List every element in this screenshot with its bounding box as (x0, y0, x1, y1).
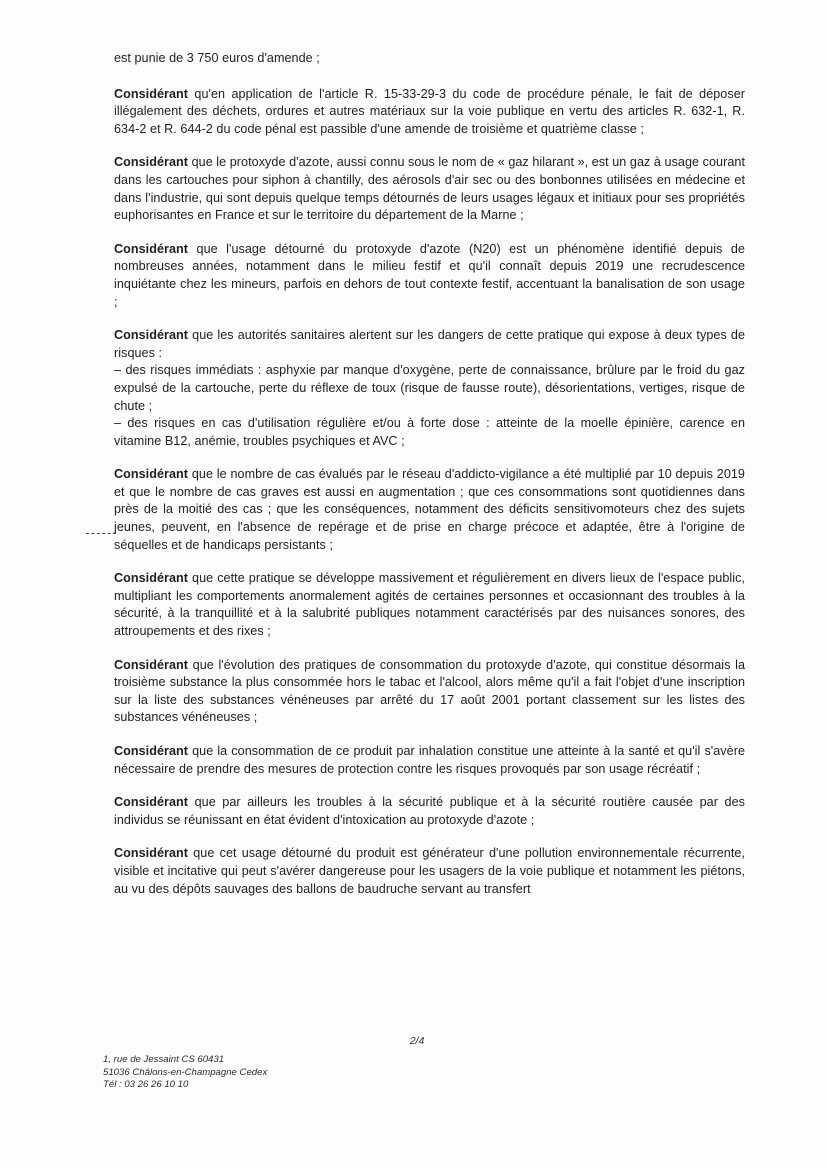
paragraph-9 (114, 794, 745, 829)
risk-list-item: – des risques en cas d'utilisation régulière et/ou à forte dose : atteinte de la moelle épinière, carence en vitamine B12, anémie, troubles psychiques et AVC ; (114, 416, 745, 448)
intro-line: est punie de 3 750 euros d'amende ; (114, 51, 320, 65)
footer-address (103, 1054, 267, 1092)
paragraph-keyword: Considérant (114, 328, 189, 343)
paragraph-keyword: Considérant (114, 155, 189, 170)
paragraph-6 (114, 570, 745, 640)
paragraph-3 (114, 241, 745, 311)
footer-street: 1, rue de Jessaint CS 60431 (103, 1054, 225, 1065)
footer-phone: Tél : 03 26 26 10 10 (103, 1079, 189, 1091)
paragraph-1 (114, 86, 745, 139)
paragraph-7 (114, 657, 745, 727)
paragraph-text: que cet usage détourné du produit est générateur d'une pollution environnementale récurrente, visible et incitative qui peut s'avérer dangereuse pour les usagers de la voie publique et notamment les piétons, au vu des dépôts sauvages des ballons de baudruche servant au transfert (114, 846, 745, 896)
paragraph-text: que la consommation de ce produit par inhalation constitue une atteinte à la santé et qu'il s'avère nécessaire de prendre des mesures de protection contre les risques provoqués par son usage récréatif ; (114, 744, 745, 776)
document-body (114, 50, 745, 914)
paragraph-5 (114, 466, 745, 554)
paragraph-10 (114, 845, 745, 898)
risk-list-item: – des risques immédiats : asphyxie par manque d'oxygène, perte de connaissance, brûlure par le froid du gaz expulsé de la cartouche, perte du réflexe de toux (risque de fausse route), désorientations, vertiges, risque de chute ; (114, 363, 745, 413)
paragraph-text: que cette pratique se développe massivement et régulièrement en divers lieux de l'espace public, multipliant les comportements anormalement agités de certaines personnes et occasionnant des troubles à la sécurité, à la tranquillité et à la salubrité publiques notamment caractérisés par des nuisances sonores, des attroupements et des rixes ; (114, 571, 745, 639)
paragraph-text: que l'évolution des pratiques de consommation du protoxyde d'azote, qui constitue désormais la troisième substance la plus consommée hors le tabac et l'alcool, alors même qu'il a fait l'objet d'une inscription sur la liste des substances vénéneuses par arrêté du 17 août 2001 portant classement sur les listes des substances vénéneuses ; (114, 657, 745, 725)
paragraph-keyword: Considérant (114, 846, 189, 861)
paragraph-keyword: Considérant (114, 744, 189, 758)
paragraph-keyword: Considérant (114, 241, 189, 256)
paragraph-2 (114, 154, 745, 224)
paragraph-text: que le protoxyde d'azote, aussi connu sous le nom de « gaz hilarant », est un gaz à usage courant dans les cartouches pour siphon à chantilly, des aérosols d'air sec ou des bonbonnes utilisées en médecine et dans l'industrie, qui sont depuis quelque temps détournés de leurs usages légaux et initiaux pour ses propriétés euphorisantes en France et sur le territoire du département de la Marne ; (114, 155, 745, 223)
paragraph-keyword: Considérant (114, 657, 189, 672)
paragraph-8 (114, 743, 745, 778)
paragraph-4 (114, 327, 745, 450)
paragraph-text: que l'usage détourné du protoxyde d'azote (N20) est un phénomène identifié depuis de nombreuses années, notamment dans le milieu festif et qu'il connaît depuis 2019 une recrudescence inquiétante chez les mineurs, parfois en dehors de tout contexte festif, accentuant la banalisation de son usage ; (114, 241, 745, 309)
paragraph-keyword: Considérant (114, 571, 189, 586)
paragraph-text: que le nombre de cas évalués par le réseau d'addicto-vigilance a été multiplié par 10 depuis 2019 et que le nombre de cas graves est aussi en augmentation ; que ces consommations sont quotidiennes dans près de la moitié des cas ; que les conséquences, notamment des déficits sensitivomoteurs chez des sujets jeunes, peuvent, en l'absence de repérage et de prise en charge précoce et adaptée, être à l'origine de séquelles et de handicaps persistants ; (114, 467, 745, 552)
paragraph-text: qu'en application de l'article R. 15-33-29-3 du code de procédure pénale, le fait de déposer illégalement des déchets, ordures et autres matériaux sur la voie publique en vertu des articles R. 632-1, R. 634-2 et R. 644-2 du code pénal est passible d'une amende de troisième et quatrième classe ; (114, 86, 745, 136)
scan-artifact-line (86, 533, 116, 534)
paragraph-keyword: Considérant (114, 86, 189, 101)
footer-city: 51036 Châlons-en-Champagne Cedex (103, 1066, 268, 1078)
paragraph-keyword: Considérant (114, 467, 189, 482)
page-number: 2/4 (409, 1035, 425, 1047)
paragraph-keyword: Considérant (114, 795, 189, 810)
paragraph-text: que les autorités sanitaires alertent sur les dangers de cette pratique qui expose à deux types de risques : (114, 328, 745, 360)
paragraph-text: que par ailleurs les troubles à la sécurité publique et à la sécurité routière causée par des individus se réunissant en état évident d'intoxication au protoxyde d'azote ; (114, 795, 745, 827)
